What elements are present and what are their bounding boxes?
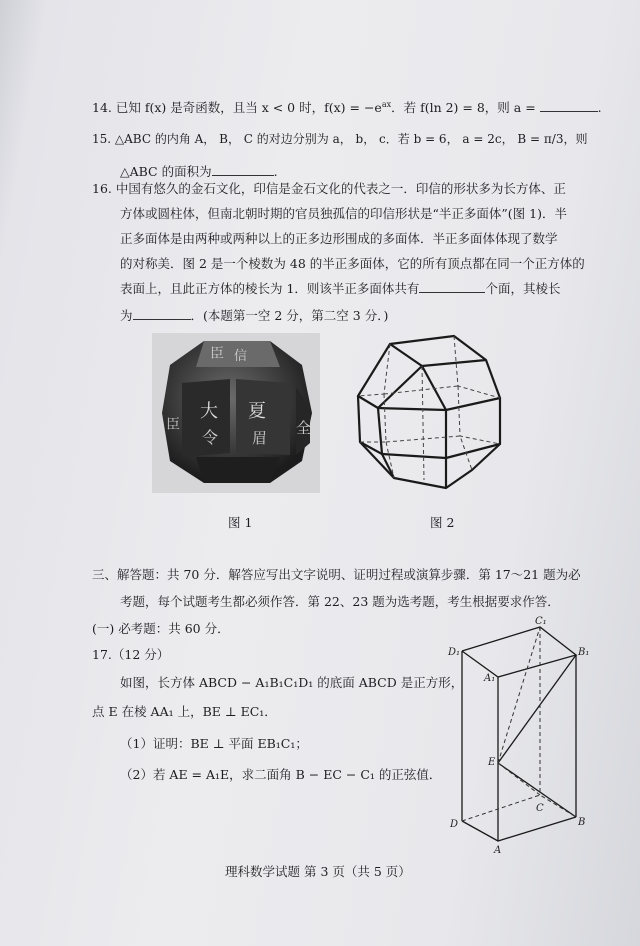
figure-2-caption: 图 2 — [430, 515, 455, 530]
seal-char-side: 臣 — [166, 417, 180, 433]
label-A1: A₁ — [484, 673, 496, 684]
figure-1-caption: 图 1 — [228, 515, 253, 530]
question-16-line-6 — [120, 307, 388, 325]
q14-exponent: ax — [381, 100, 392, 109]
label-A: A — [494, 845, 502, 856]
figure-1-seal-photo — [152, 333, 320, 493]
question-17-line-3: 点 E 在棱 AA₁ 上，BE ⊥ EC₁． — [92, 704, 277, 719]
q16-line6-b: ．(本题第一空 2 分，第二空 3 分．) — [190, 308, 389, 323]
q14-text-b: ．若 f(ln 2) = 8，则 a = — [391, 100, 540, 116]
section-3-line-3: (一) 必考题：共 60 分． — [92, 621, 230, 636]
question-16-line-3: 正多面体是由两种或两种以上的正多边形围成的多面体．半正多面体体现了数学 — [120, 231, 558, 246]
q14-answer-blank[interactable] — [540, 99, 598, 112]
seal-illustration — [152, 333, 320, 493]
question-17-header: 17.（12 分） — [92, 647, 170, 662]
label-B: B — [578, 817, 586, 828]
q16-blank-edge[interactable] — [133, 307, 191, 320]
question-17-cuboid-figure — [440, 615, 600, 860]
question-14 — [92, 96, 602, 117]
label-C1: C₁ — [535, 616, 547, 627]
question-16-line-1: 16. 中国有悠久的金石文化，印信是金石文化的代表之一．印信的形状多为长方体、正 — [92, 181, 566, 196]
q16-line5-a: 表面上，且此正方体的棱长为 1．则该半正多面体共有 — [120, 281, 420, 296]
q16-line5-b: 个面，其棱长 — [485, 281, 561, 296]
label-C: C — [536, 803, 544, 814]
question-15-line-1: 15. △ABC 的内角 A， B， C 的对边分别为 a， b， c．若 b = 6， a = 2c， B = π/3，则 — [92, 132, 588, 146]
q16-blank-faces[interactable] — [419, 280, 485, 293]
label-E: E — [488, 757, 496, 768]
q14-tail: . — [597, 100, 602, 116]
label-D1: D₁ — [448, 647, 461, 658]
question-17-part-1: （1）证明：BE ⊥ 平面 EB₁C₁； — [120, 736, 308, 751]
figure-2-polyhedron — [350, 330, 520, 495]
question-15-line-2 — [120, 163, 278, 181]
q15-tail: . — [273, 164, 278, 179]
label-D: D — [450, 819, 459, 830]
question-16-line-4: 的对称美．图 2 是一个棱数为 48 的半正多面体，它的所有顶点都在同一个正方体的 — [120, 256, 585, 271]
q15-answer-blank[interactable] — [212, 163, 274, 176]
question-16-line-2: 方体或圆柱体，但南北朝时期的官员独孤信的印信形状是“半正多面体”(图 1)．半 — [120, 206, 567, 221]
seal-char-5: 全 — [296, 419, 312, 437]
section-3-line-2: 考题，每个试题考生都必须作答．第 22、23 题为选考题，考生根据要求作答． — [120, 594, 560, 609]
seal-char-4: 眉 — [252, 429, 268, 447]
seal-char-1: 大 — [200, 401, 218, 422]
seal-char-top-2: 信 — [234, 349, 248, 364]
page-footer: 理科数学试题 第 3 页（共 5 页） — [225, 864, 411, 879]
q16-line6-a: 为 — [120, 308, 133, 323]
seal-char-top: 臣 — [210, 346, 224, 362]
q15-line2-text: △ABC 的面积为 — [120, 164, 212, 179]
q14-text-a: 14. 已知 f(x) 是奇函数，且当 x < 0 时，f(x) = −e — [92, 100, 382, 116]
seal-char-3: 夏 — [248, 401, 266, 422]
section-3-line-1: 三、解答题：共 70 分．解答应写出文字说明、证明过程或演算步骤．第 17～21 题为必 — [92, 567, 581, 582]
question-17-line-2: 如图，长方体 ABCD − A₁B₁C₁D₁ 的底面 ABCD 是正方形， — [120, 675, 464, 690]
label-B1: B₁ — [578, 647, 590, 658]
question-17-part-2: （2）若 AE = A₁E，求二面角 B − EC − C₁ 的正弦值． — [120, 767, 442, 782]
seal-char-2: 令 — [202, 428, 219, 447]
question-16-line-5 — [120, 280, 560, 298]
